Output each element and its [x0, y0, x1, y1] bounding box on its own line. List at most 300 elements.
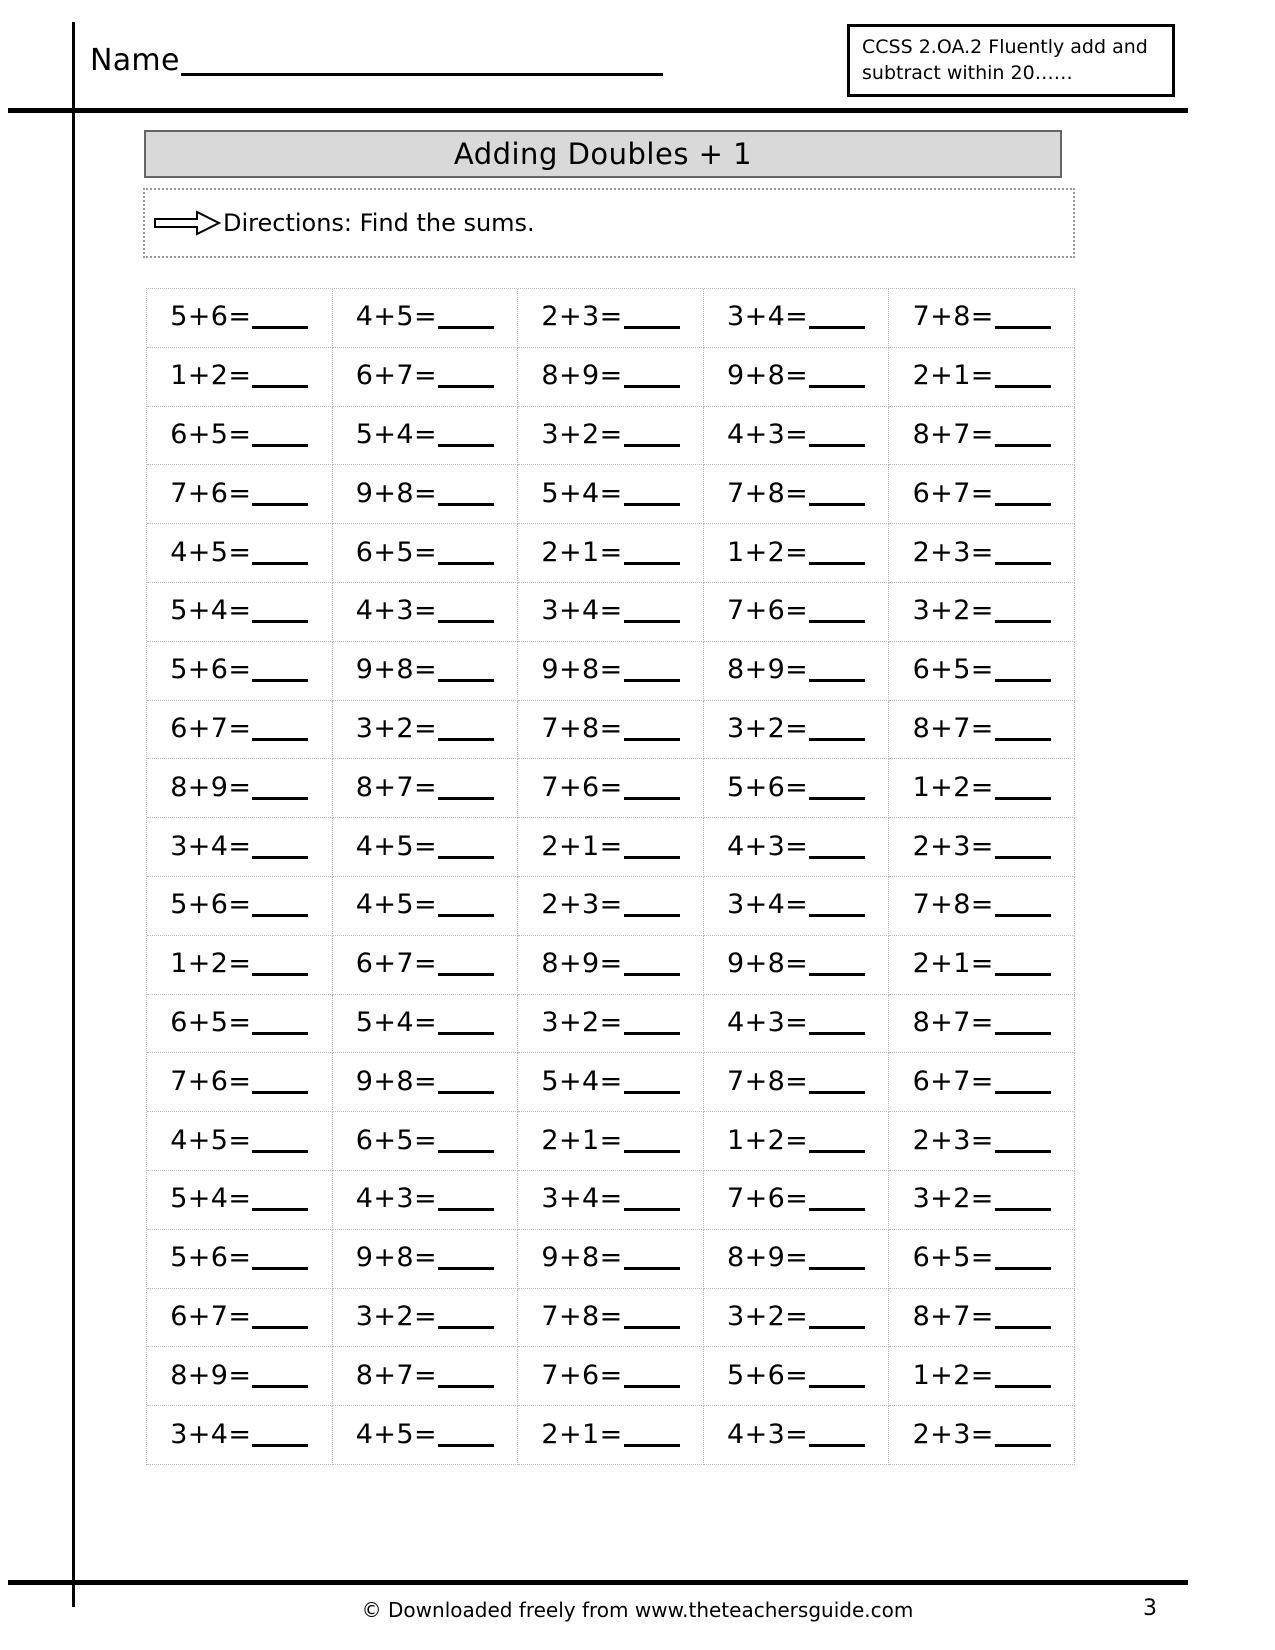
answer-blank[interactable]	[252, 896, 308, 917]
problem-cell[interactable]	[147, 465, 333, 524]
problem-expression: 3+2=	[541, 418, 623, 450]
answer-blank[interactable]	[624, 1249, 680, 1270]
answer-blank[interactable]	[624, 602, 680, 623]
problem-cell[interactable]	[889, 877, 1075, 936]
answer-blank[interactable]	[438, 838, 494, 859]
problem-cell[interactable]	[333, 936, 519, 995]
problem-cell[interactable]	[889, 583, 1075, 642]
problem-cell[interactable]	[147, 289, 333, 348]
problem-cell[interactable]	[147, 759, 333, 818]
answer-blank[interactable]	[252, 955, 308, 976]
problem-cell[interactable]	[889, 407, 1075, 466]
problem-expression: 6+7=	[170, 1300, 252, 1332]
answer-blank[interactable]	[995, 661, 1051, 682]
problem-cell[interactable]	[889, 818, 1075, 877]
ccss-line-1: CCSS 2.OA.2 Fluently add and	[862, 36, 1148, 58]
problem	[541, 301, 679, 332]
answer-blank[interactable]	[995, 1132, 1051, 1153]
problem-expression: 9+8=	[726, 360, 809, 392]
answer-blank[interactable]	[624, 1073, 680, 1094]
problem-cell[interactable]	[333, 642, 519, 701]
answer-blank[interactable]	[995, 720, 1051, 741]
problem-cell[interactable]	[704, 348, 890, 407]
problem-cell[interactable]	[518, 1171, 704, 1230]
problem-cell[interactable]	[704, 1347, 890, 1406]
problem-cell[interactable]	[333, 759, 519, 818]
problem-expression: 6+7=	[355, 360, 437, 392]
problem	[356, 1066, 494, 1097]
problem-cell[interactable]	[333, 877, 519, 936]
answer-blank[interactable]	[995, 367, 1051, 388]
answer-blank[interactable]	[995, 1190, 1051, 1211]
problem-cell[interactable]	[147, 524, 333, 583]
answer-blank[interactable]	[809, 602, 865, 623]
problem-cell[interactable]	[889, 289, 1075, 348]
problem	[356, 1360, 494, 1391]
problem-expression: 3+4=	[726, 889, 809, 921]
problem	[356, 948, 494, 979]
answer-blank[interactable]	[252, 426, 308, 447]
problem-expression: 8+7=	[912, 712, 994, 744]
answer-blank[interactable]	[438, 1073, 494, 1094]
problem	[356, 360, 494, 391]
problem-cell[interactable]	[518, 759, 704, 818]
problem-expression: 9+8=	[355, 1242, 437, 1274]
problem-expression: 4+3=	[726, 418, 809, 450]
problem-cell[interactable]	[518, 877, 704, 936]
problem-expression: 4+5=	[355, 301, 437, 333]
problem-cell[interactable]	[518, 524, 704, 583]
problem-expression: 5+4=	[355, 418, 437, 450]
problem-cell[interactable]	[147, 818, 333, 877]
answer-blank[interactable]	[995, 896, 1051, 917]
problem-cell[interactable]	[333, 407, 519, 466]
answer-blank[interactable]	[809, 896, 865, 917]
problem-expression: 6+7=	[912, 477, 994, 509]
problem-cell[interactable]	[333, 348, 519, 407]
answer-blank[interactable]	[809, 720, 865, 741]
problem-cell[interactable]	[333, 289, 519, 348]
problem-expression: 2+3=	[541, 889, 623, 921]
problem	[170, 1360, 308, 1391]
answer-blank[interactable]	[438, 544, 494, 565]
problem	[541, 1066, 679, 1097]
problem	[170, 889, 308, 920]
problem-expression: 5+6=	[170, 1242, 252, 1274]
answer-blank[interactable]	[624, 367, 680, 388]
problem	[170, 537, 308, 568]
answer-blank[interactable]	[809, 426, 865, 447]
problem-expression: 2+1=	[541, 830, 623, 862]
answer-blank[interactable]	[809, 838, 865, 859]
answer-blank[interactable]	[995, 1073, 1051, 1094]
problem-cell[interactable]	[518, 701, 704, 760]
answer-blank[interactable]	[995, 1426, 1051, 1447]
answer-blank[interactable]	[624, 896, 680, 917]
problem	[727, 713, 865, 744]
directions-text: Directions: Find the sums.	[223, 209, 535, 237]
problem-cell[interactable]	[147, 1171, 333, 1230]
problem-cell[interactable]	[518, 1230, 704, 1289]
answer-blank[interactable]	[438, 308, 494, 329]
answer-blank[interactable]	[624, 1367, 680, 1388]
problem-cell[interactable]	[333, 995, 519, 1054]
answer-blank[interactable]	[809, 1249, 865, 1270]
problem	[913, 948, 1051, 979]
answer-blank[interactable]	[624, 838, 680, 859]
answer-blank[interactable]	[624, 1014, 680, 1035]
answer-blank[interactable]	[809, 544, 865, 565]
problem-cell[interactable]	[518, 1112, 704, 1171]
answer-blank[interactable]	[438, 1308, 494, 1329]
answer-blank[interactable]	[438, 720, 494, 741]
problem-cell[interactable]	[147, 1289, 333, 1348]
problem-expression: 4+5=	[170, 1124, 252, 1156]
problem-expression: 3+4=	[541, 1183, 623, 1215]
answer-blank[interactable]	[809, 661, 865, 682]
answer-blank[interactable]	[252, 602, 308, 623]
problem-expression: 3+4=	[541, 595, 623, 627]
problem-cell[interactable]	[147, 1230, 333, 1289]
answer-blank[interactable]	[252, 1132, 308, 1153]
answer-blank[interactable]	[995, 602, 1051, 623]
answer-blank[interactable]	[809, 308, 865, 329]
problem-expression: 5+6=	[170, 889, 252, 921]
problem	[913, 595, 1051, 626]
problem-cell[interactable]	[889, 1347, 1075, 1406]
answer-blank[interactable]	[438, 367, 494, 388]
problem	[356, 1007, 494, 1038]
problem-cell[interactable]	[704, 1406, 890, 1465]
answer-blank[interactable]	[252, 661, 308, 682]
problem	[356, 654, 494, 685]
answer-blank[interactable]	[252, 1014, 308, 1035]
answer-blank[interactable]	[624, 1426, 680, 1447]
problem	[170, 713, 308, 744]
problem-cell[interactable]	[518, 995, 704, 1054]
problem-cell[interactable]	[518, 583, 704, 642]
answer-blank[interactable]	[624, 779, 680, 800]
problem	[170, 948, 308, 979]
problem	[541, 478, 679, 509]
name-field-row	[90, 43, 663, 78]
answer-blank[interactable]	[809, 1308, 865, 1329]
problem-cell[interactable]	[704, 524, 890, 583]
answer-blank[interactable]	[995, 544, 1051, 565]
problem	[170, 1007, 308, 1038]
problem	[541, 595, 679, 626]
problem	[913, 831, 1051, 862]
answer-blank[interactable]	[624, 1308, 680, 1329]
problem-cell[interactable]	[333, 1347, 519, 1406]
answer-blank[interactable]	[624, 1190, 680, 1211]
answer-blank[interactable]	[438, 661, 494, 682]
problem-expression: 8+7=	[355, 1359, 437, 1391]
problem-expression: 7+6=	[541, 1359, 623, 1391]
answer-blank[interactable]	[995, 1249, 1051, 1270]
problem	[170, 772, 308, 803]
problem-cell[interactable]	[518, 348, 704, 407]
problem-cell[interactable]	[889, 465, 1075, 524]
problem-cell[interactable]	[333, 583, 519, 642]
answer-blank[interactable]	[995, 1308, 1051, 1329]
answer-blank[interactable]	[252, 838, 308, 859]
problem-cell[interactable]	[889, 1053, 1075, 1112]
answer-blank[interactable]	[252, 1249, 308, 1270]
problem	[913, 1242, 1051, 1273]
problem-cell[interactable]	[889, 1289, 1075, 1348]
answer-blank[interactable]	[252, 544, 308, 565]
problem	[913, 360, 1051, 391]
problem-cell[interactable]	[147, 1406, 333, 1465]
answer-blank[interactable]	[809, 1132, 865, 1153]
answer-blank[interactable]	[252, 308, 308, 329]
answer-blank[interactable]	[624, 720, 680, 741]
problem	[356, 1125, 494, 1156]
problem	[170, 831, 308, 862]
answer-blank[interactable]	[624, 544, 680, 565]
answer-blank[interactable]	[252, 1367, 308, 1388]
problem-expression: 4+3=	[726, 1006, 809, 1038]
problem	[541, 1183, 679, 1214]
answer-blank[interactable]	[624, 955, 680, 976]
problem-expression: 6+5=	[912, 1242, 994, 1274]
problem-cell[interactable]	[704, 642, 890, 701]
problem-expression: 5+4=	[541, 1065, 623, 1097]
problem-cell[interactable]	[333, 465, 519, 524]
answer-blank[interactable]	[438, 1249, 494, 1270]
answer-blank[interactable]	[624, 485, 680, 506]
problem-cell[interactable]	[518, 289, 704, 348]
problem-expression: 4+5=	[355, 830, 437, 862]
problem-cell[interactable]	[147, 701, 333, 760]
problem-cell[interactable]	[889, 1171, 1075, 1230]
problem	[541, 1301, 679, 1332]
answer-blank[interactable]	[809, 1426, 865, 1447]
problem	[727, 889, 865, 920]
answer-blank[interactable]	[438, 1014, 494, 1035]
problem-cell[interactable]	[147, 995, 333, 1054]
answer-blank[interactable]	[438, 1190, 494, 1211]
problem-cell[interactable]	[704, 289, 890, 348]
answer-blank[interactable]	[624, 308, 680, 329]
answer-blank[interactable]	[252, 1073, 308, 1094]
problem-cell[interactable]	[889, 759, 1075, 818]
problem-cell[interactable]	[518, 1347, 704, 1406]
header-divider-rule	[8, 108, 1188, 113]
problem	[356, 595, 494, 626]
problem-cell[interactable]	[518, 1053, 704, 1112]
problem-cell[interactable]	[704, 877, 890, 936]
problem-expression: 5+6=	[170, 654, 252, 686]
problem-cell[interactable]	[704, 1112, 890, 1171]
problem	[913, 1301, 1051, 1332]
problem-cell[interactable]	[889, 524, 1075, 583]
problem-expression: 8+9=	[726, 654, 809, 686]
problem-expression: 3+2=	[912, 595, 994, 627]
problem-cell[interactable]	[147, 877, 333, 936]
problem-cell[interactable]	[147, 1053, 333, 1112]
problem-cell[interactable]	[704, 759, 890, 818]
problem	[727, 1183, 865, 1214]
problem	[727, 1301, 865, 1332]
problem-cell[interactable]	[518, 407, 704, 466]
problem-cell[interactable]	[889, 701, 1075, 760]
problem-expression: 8+9=	[541, 948, 623, 980]
problem-cell[interactable]	[518, 1406, 704, 1465]
problem-expression: 2+1=	[541, 1124, 623, 1156]
problem-cell[interactable]	[704, 1289, 890, 1348]
problem-cell[interactable]	[889, 995, 1075, 1054]
problem-expression: 3+2=	[355, 1300, 437, 1332]
problem-expression: 2+1=	[541, 536, 623, 568]
problem-expression: 8+9=	[541, 360, 623, 392]
problem-expression: 1+2=	[726, 1124, 809, 1156]
problem-cell[interactable]	[889, 1230, 1075, 1289]
ccss-line-2: subtract within 20……	[862, 61, 1073, 84]
problem-cell[interactable]	[889, 348, 1075, 407]
problem-cell[interactable]	[333, 524, 519, 583]
answer-blank[interactable]	[438, 1426, 494, 1447]
problem-cell[interactable]	[147, 348, 333, 407]
problem-cell[interactable]	[333, 1406, 519, 1465]
problem-expression: 1+2=	[912, 771, 994, 803]
answer-blank[interactable]	[252, 485, 308, 506]
problem-cell[interactable]	[518, 642, 704, 701]
problem-cell[interactable]	[704, 1230, 890, 1289]
problem	[170, 1419, 308, 1450]
problem-cell[interactable]	[333, 1171, 519, 1230]
answer-blank[interactable]	[438, 1132, 494, 1153]
answer-blank[interactable]	[252, 1426, 308, 1447]
problem	[356, 1242, 494, 1273]
answer-blank[interactable]	[809, 1073, 865, 1094]
problem	[356, 1419, 494, 1450]
problem-cell[interactable]	[704, 701, 890, 760]
problem-cell[interactable]	[889, 1406, 1075, 1465]
answer-blank[interactable]	[438, 485, 494, 506]
answer-blank[interactable]	[624, 1132, 680, 1153]
problem-cell[interactable]	[147, 407, 333, 466]
answer-blank[interactable]	[624, 426, 680, 447]
problem-cell[interactable]	[518, 1289, 704, 1348]
answer-blank[interactable]	[995, 426, 1051, 447]
problem	[356, 419, 494, 450]
problem-cell[interactable]	[333, 1289, 519, 1348]
problem-expression: 8+7=	[912, 1006, 994, 1038]
problem-cell[interactable]	[147, 1347, 333, 1406]
problem-cell[interactable]	[333, 1230, 519, 1289]
problem-cell[interactable]	[333, 701, 519, 760]
problem	[727, 1125, 865, 1156]
problem-cell[interactable]	[518, 818, 704, 877]
answer-blank[interactable]	[995, 779, 1051, 800]
answer-blank[interactable]	[809, 955, 865, 976]
answer-blank[interactable]	[438, 426, 494, 447]
problem-cell[interactable]	[518, 465, 704, 524]
answer-blank[interactable]	[252, 367, 308, 388]
problem-cell[interactable]	[889, 1112, 1075, 1171]
problem-cell[interactable]	[147, 936, 333, 995]
problem	[727, 1066, 865, 1097]
problem-expression: 7+8=	[726, 477, 809, 509]
problem-expression: 7+8=	[541, 712, 623, 744]
problem-expression: 7+8=	[541, 1300, 623, 1332]
problem-expression: 5+6=	[170, 301, 252, 333]
answer-blank[interactable]	[995, 485, 1051, 506]
problem-cell[interactable]	[147, 1112, 333, 1171]
answer-blank[interactable]	[995, 1367, 1051, 1388]
problem-cell[interactable]	[704, 936, 890, 995]
answer-blank[interactable]	[252, 1308, 308, 1329]
answer-blank[interactable]	[809, 1367, 865, 1388]
problem-expression: 2+3=	[541, 301, 623, 333]
problem-expression: 2+1=	[912, 948, 994, 980]
answer-blank[interactable]	[438, 896, 494, 917]
problem-expression: 3+2=	[541, 1006, 623, 1038]
answer-blank[interactable]	[438, 779, 494, 800]
problem-expression: 3+2=	[912, 1183, 994, 1215]
problem-cell[interactable]	[147, 583, 333, 642]
problem-expression: 9+8=	[726, 948, 809, 980]
problem-expression: 5+4=	[355, 1006, 437, 1038]
answer-blank[interactable]	[995, 838, 1051, 859]
answer-blank[interactable]	[438, 602, 494, 623]
answer-blank[interactable]	[995, 1014, 1051, 1035]
problem-cell[interactable]	[704, 818, 890, 877]
problem-cell[interactable]	[518, 936, 704, 995]
problem-cell[interactable]	[333, 1053, 519, 1112]
answer-blank[interactable]	[252, 720, 308, 741]
problem-cell[interactable]	[889, 936, 1075, 995]
answer-blank[interactable]	[809, 779, 865, 800]
problem-cell[interactable]	[147, 642, 333, 701]
answer-blank[interactable]	[809, 1190, 865, 1211]
problem	[356, 478, 494, 509]
name-input-blank[interactable]	[181, 47, 663, 76]
problem	[913, 1360, 1051, 1391]
problem-cell[interactable]	[704, 407, 890, 466]
problem-cell[interactable]	[889, 642, 1075, 701]
problem-expression: 6+5=	[355, 1124, 437, 1156]
problem-expression: 4+5=	[170, 536, 252, 568]
answer-blank[interactable]	[438, 1367, 494, 1388]
answer-blank[interactable]	[252, 779, 308, 800]
answer-blank[interactable]	[809, 367, 865, 388]
worksheet-title-bar	[144, 130, 1062, 178]
problem	[541, 831, 679, 862]
problem	[170, 360, 308, 391]
problem-cell[interactable]	[333, 1112, 519, 1171]
problem-expression: 1+2=	[170, 948, 252, 980]
answer-blank[interactable]	[809, 1014, 865, 1035]
problem-expression: 3+4=	[170, 1418, 252, 1450]
answer-blank[interactable]	[624, 661, 680, 682]
answer-blank[interactable]	[438, 955, 494, 976]
answer-blank[interactable]	[252, 1190, 308, 1211]
problem-cell[interactable]	[704, 465, 890, 524]
problem-cell[interactable]	[333, 818, 519, 877]
problem-cell[interactable]	[704, 1053, 890, 1112]
answer-blank[interactable]	[995, 308, 1051, 329]
answer-blank[interactable]	[995, 955, 1051, 976]
problem-cell[interactable]	[704, 995, 890, 1054]
problem-cell[interactable]	[704, 583, 890, 642]
problem-cell[interactable]	[704, 1171, 890, 1230]
answer-blank[interactable]	[809, 485, 865, 506]
problem	[541, 772, 679, 803]
problem	[541, 948, 679, 979]
